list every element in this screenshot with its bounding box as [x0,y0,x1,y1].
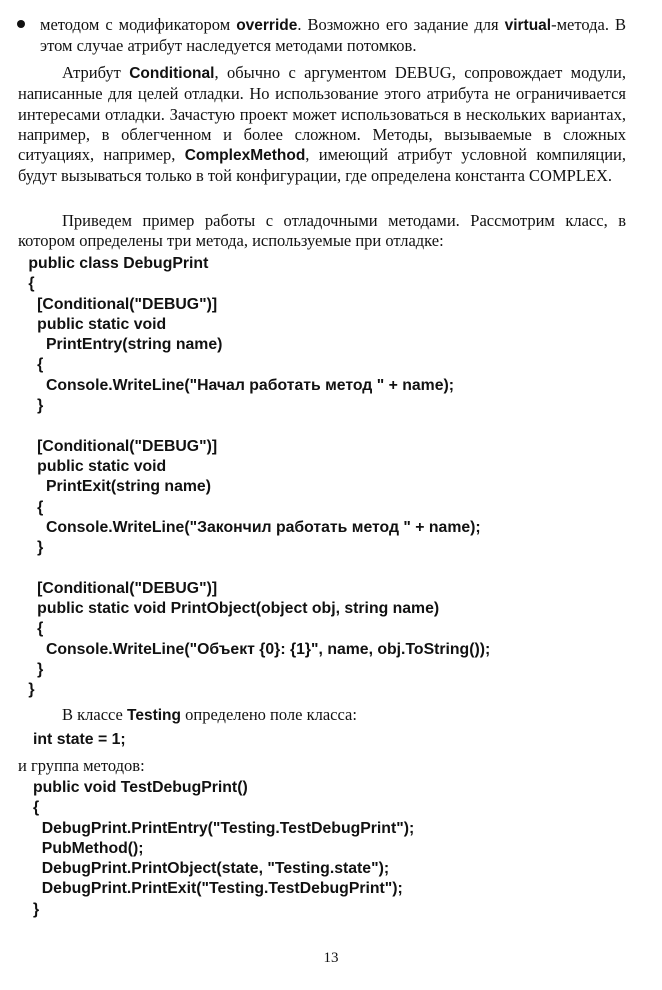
conditional-text-1: Атрибут [62,63,130,82]
page-number: 13 [323,950,339,966]
testing-text-1: В классе [62,705,128,724]
keyword-complexmethod: ComplexMethod [184,147,306,165]
keyword-testing: Testing [127,707,181,724]
example-intro-paragraph: Приведем пример работы с отладочными методами. Рассмотрим класс, в котором определены три метода, используемые при отладке: [18,211,626,251]
conditional-text-2: , обычно с аргументом DEBUG, сопровождает модули, написанные для целей отладки. Но использование этого атрибута не ограничивается интересами отладки. Зачастую проект может использоваться в нескольких вариантах, например, в облегченном и более сложном. Методы, вызываемые в сложных ситуациях, например, [18,63,626,165]
keyword-virtual: virtual [504,17,552,34]
bullet-text-2: . Возможно его задание для [297,15,505,34]
state-field-code: int state = 1; [33,731,126,748]
keyword-conditional: Conditional [129,65,215,82]
testing-text-2: определено поле класса: [180,705,357,724]
testing-intro-paragraph [62,705,357,726]
methods-intro-line: и группа методов: [18,756,145,775]
debugprint-class-code: public class DebugPrint { [Conditional("DEBUG")] public static void PrintEntry(string name) { Console.WriteLine("Начал работать метод " + name); } [Conditional("DEBUG")] public static void PrintExit(string name) { Console.WriteLine("Закончил работать метод " + name); } [Conditional("DEBUG")] public static void PrintObject(object obj, string name) { Console.WriteLine("Объект {0}: {1}", name, obj.ToString()); } } [28,255,491,699]
bullet-text-1: методом с модификатором [40,15,237,34]
conditional-text-3: , имеющий атрибут условной компиляции, будут вызываться только в той конфигурации, где определена константа COMPLEX. [18,145,626,186]
bullet-text-3: -метода. В этом случае атрибут наследуется методами потомков. [40,15,626,56]
keyword-override: override [236,17,298,34]
testdebugprint-method-code: public void TestDebugPrint() { DebugPrint.PrintEntry("Testing.TestDebugPrint"); PubMethod(); DebugPrint.PrintObject(state, "Testing.state"); DebugPrint.PrintExit("Testing.TestDebugPrint"); } [33,779,415,918]
bullet-dot-icon [17,20,25,28]
override-bullet-paragraph [40,15,626,57]
conditional-attribute-paragraph [18,63,626,187]
